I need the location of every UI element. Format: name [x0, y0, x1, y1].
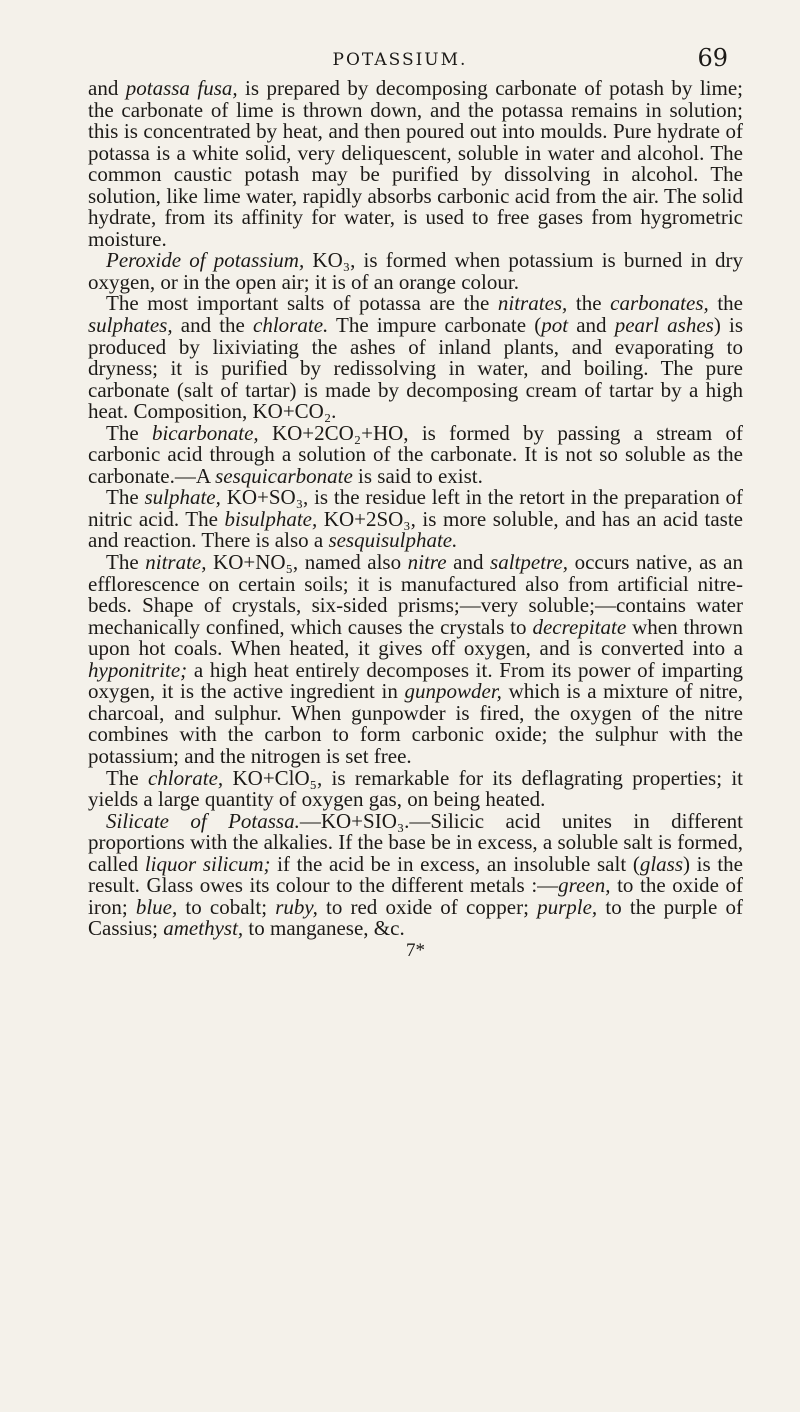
paragraph [88, 552, 743, 767]
paragraph [88, 765, 743, 812]
italic-text: pot [541, 313, 569, 338]
italic-text: sulphate, [144, 485, 221, 510]
text-run: KO+NO₅, named also [206, 550, 408, 575]
italic-text: green, [558, 873, 611, 898]
text-run: to cobalt; [177, 894, 276, 919]
paragraph [88, 420, 743, 488]
text-run: when thrown upon hot coals. When heated, it gives off oxygen, and is converted into a [88, 614, 744, 661]
text-run: occurs native, as an efflorescence on certain soils; it is manufactured also from artificial nitre-beds. Shape of crystals, six-sided prisms;—very soluble;—contains water mechanically confined, which causes the crystals to [88, 550, 743, 639]
signature-mark: 7* [406, 939, 425, 961]
text-run: and the [172, 313, 254, 338]
italic-text: Peroxide of potassium, [106, 248, 305, 273]
italic-text: chlorate. [253, 313, 329, 338]
text-run: The [106, 550, 146, 575]
running-head: POTASSIUM. [332, 50, 468, 70]
text-run: to manganese, &c. [243, 916, 405, 941]
text-run: to the purple of Cassius; [88, 894, 743, 941]
italic-text: nitre [407, 550, 447, 575]
italic-text: pearl ashes [614, 313, 714, 338]
body-text [88, 78, 743, 962]
text-run: ) is produced by lixiviating the ashes of inland plants, and evaporating to dryness; it is purified by redissolving in water, and boiling. The pure carbonate (salt of tartar) is made by decomposing cream of tartar by a high heat. Composition, KO+CO₂. [88, 313, 744, 424]
text-run: KO₃, is formed when potassium is burned in dry oxygen, or in the open air; it is of an orange colour. [88, 248, 744, 294]
text-run: The [106, 485, 145, 510]
text-run: ) is the result. Glass owes its colour to the different metals :— [88, 851, 744, 898]
text-run: the [567, 291, 611, 316]
italic-text: decrepitate [532, 614, 627, 639]
paragraph [88, 250, 743, 293]
text-run: KO+ClO₅, is remarkable for its deflagrating properties; it yields a large quantity of oxygen gas, on being heated. [88, 765, 743, 812]
italic-text: purple, [537, 894, 598, 919]
text-run: the [708, 291, 744, 316]
text-run: and [568, 313, 615, 338]
italic-text: bicarbonate, [151, 420, 259, 445]
text-run: —KO+SIO₃.—Silicic acid unites in different proportions with the alkalies. If the base be in excess, a soluble salt is formed, called [88, 808, 743, 876]
text-run: KO+2CO₂+HO, is formed by passing a stream of carbonic acid through a solution of the carbonate. It is not so soluble as the carbonate.—A [88, 420, 743, 488]
italic-text: carbonates, [610, 291, 709, 316]
italic-text: nitrates, [497, 291, 568, 316]
text-run: and [88, 76, 126, 100]
page-header [0, 44, 800, 72]
text-run: is said to exist. [352, 463, 483, 488]
italic-text: sesquicarbonate [215, 463, 353, 488]
text-run: The impure carbonate ( [328, 313, 542, 338]
text-run: The [106, 765, 148, 790]
paragraph [88, 78, 743, 250]
italic-text: chlorate, [147, 765, 224, 790]
text-run: is prepared by decomposing carbonate of potash by lime; the carbonate of lime is thrown down, and the potassa remains in solution; this is concentrated by heat, and then poured out into moulds. Pure hydrate of potassa is a white solid, very deliquescent, soluble in water and alcohol. The common caustic potash may be purified by dissolving in alcohol. The solution, like lime water, rapidly absorbs carbonic acid from the air. The solid hydrate, from its affinity for water, is used to free gases from hygrometric moisture. [88, 76, 744, 251]
text-run: KO+2SO₃, is more soluble, and has an acid taste and reaction. There is also a [88, 506, 743, 553]
text-run: to the oxide of iron; [88, 873, 744, 919]
text-run: The most important salts of potassa are the [106, 291, 498, 316]
text-run: a high heat entirely decomposes it. From its power of imparting oxygen, it is the active ingredient in [88, 657, 743, 704]
italic-text: liquor silicum; [144, 851, 271, 876]
text-run: KO+SO₃, is the residue left in the retort in the preparation of nitric acid. The [88, 485, 743, 531]
italic-text: gunpowder, [404, 679, 502, 704]
text-run: if the acid be in excess, an insoluble salt ( [270, 851, 640, 876]
text-run: which is a mixture of nitre, charcoal, and sulphur. When gunpowder is fired, the oxygen of the nitre combines with the carbon to form carbonic oxide; the sulphur with the potassium; and the nitrogen is set free. [88, 679, 743, 768]
italic-text: saltpetre, [490, 550, 569, 575]
paragraph [88, 487, 743, 552]
italic-text: sulphates, [88, 313, 173, 338]
italic-text: hyponitrite; [88, 657, 188, 682]
italic-text: ruby, [275, 894, 318, 919]
italic-text: Silicate of Potassa. [106, 808, 300, 833]
italic-text: blue, [135, 894, 178, 919]
text-run: The [106, 420, 152, 445]
page-number: 69 [697, 44, 728, 72]
italic-text: amethyst, [163, 916, 244, 941]
italic-text: glass [639, 851, 684, 876]
italic-text: potassa fusa, [125, 76, 238, 100]
paragraph [88, 293, 743, 422]
text-run: and [446, 550, 491, 575]
text-run: to red oxide of copper; [317, 894, 538, 919]
italic-text: nitrate, [145, 550, 207, 575]
italic-text: bisulphate, [224, 506, 318, 531]
paragraph [88, 808, 744, 941]
italic-text: sesquisulphate. [328, 528, 458, 553]
